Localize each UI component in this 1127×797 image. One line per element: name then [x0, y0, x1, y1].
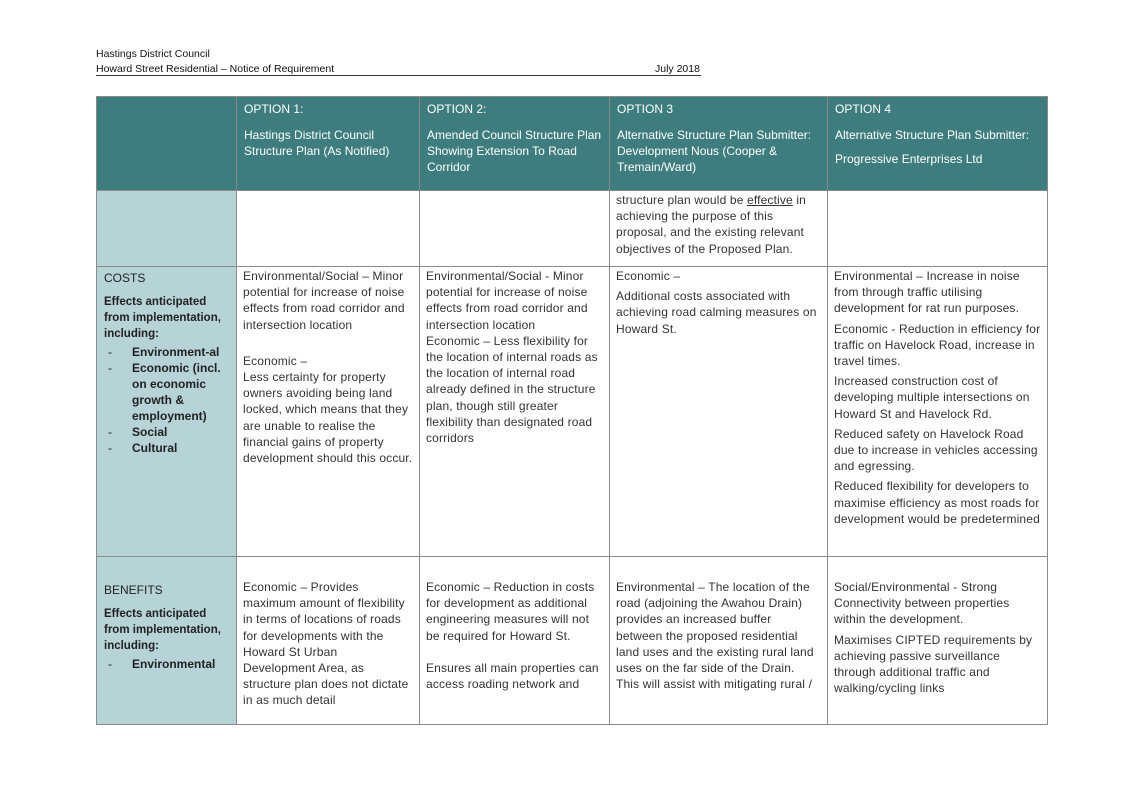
costs-effects-list [104, 344, 229, 456]
costs-title: COSTS [104, 271, 146, 285]
continuation-cell-option-3 [610, 191, 828, 267]
paragraph: Social/Environmental - Strong Connectivity between properties within the development. [834, 580, 1010, 627]
option-1-label: OPTION 1: [244, 102, 304, 116]
paragraph: Reduced safety on Havelock Road due to increase in vehicles accessing and egressing. [834, 426, 1038, 474]
list-item: - Environment-al [104, 344, 229, 360]
benefits-cell-option-3 [610, 557, 828, 725]
paragraph: Additional costs associated with achieving road calming measures on Howard St. [616, 289, 817, 336]
costs-cell-option-2 [420, 267, 610, 557]
table-row-continuation [97, 191, 1048, 267]
table-header-row [97, 97, 1048, 191]
continuation-cell-option-1 [237, 191, 420, 267]
option-3-label: OPTION 3 [617, 102, 674, 116]
continuation-text-underlined: effective [747, 193, 793, 207]
costs-cell-option-3 [610, 267, 828, 557]
paragraph: Economic – Provides maximum amount of flexibility in terms of locations of roads for developments with the Howard St Urban Development Area, as structure plan does not dictate in as much detail [243, 580, 409, 708]
paragraph: Environmental/Social – Minor potential for increase of noise effects from road corridor and intersection location [243, 269, 405, 332]
option-4-subtitle: Progressive Enterprises Ltd [835, 152, 983, 166]
paragraph: Ensures all main properties can access roading network and [426, 660, 599, 692]
paragraph: Economic – [243, 353, 308, 368]
benefits-cell-option-2 [420, 557, 610, 725]
list-item: - Environmental [104, 656, 229, 672]
option-2-title: Amended Council Structure Plan Showing Extension To Road Corridor [427, 128, 602, 174]
paragraph: Environmental/Social - Minor potential for increase of noise effects from road corridor and intersection location [426, 269, 588, 332]
paragraph: Economic – Reduction in costs for development as additional engineering measures will not be required for Howard St. [426, 580, 595, 643]
table-row-benefits [97, 557, 1048, 725]
costs-label-cell [97, 267, 237, 557]
benefits-label-cell [97, 557, 237, 725]
benefits-title: BENEFITS [104, 583, 163, 597]
costs-cell-option-1 [237, 267, 420, 557]
benefits-effects: Effects anticipated from implementation, including: [104, 608, 221, 652]
paragraph: Maximises CIPTED requirements by achieving passive surveillance through additional traffic and walking/cycling links [834, 632, 1033, 696]
list-item: - Cultural [104, 440, 229, 456]
option-4-label: OPTION 4 [835, 102, 892, 116]
list-item: - Economic (incl. on economic growth & employment) [104, 360, 229, 424]
costs-cell-option-4 [828, 267, 1048, 557]
option-1-title: Hastings District Council Structure Plan (As Notified) [244, 128, 390, 158]
options-table [96, 96, 1048, 725]
paragraph: Increased construction cost of developing multiple intersections on Howard St and Havelock Rd. [834, 374, 1030, 421]
header-cell-option-2 [420, 97, 610, 191]
header-cell-option-4 [828, 97, 1048, 191]
option-2-label: OPTION 2: [427, 102, 487, 116]
benefits-cell-option-4 [828, 557, 1048, 725]
benefits-cell-option-1 [237, 557, 420, 725]
continuation-text-post: in achieving the purpose of this proposal, and the existing relevant objectives of the Proposed Plan. [616, 193, 806, 256]
paragraph: Economic - Reduction in efficiency for traffic on Havelock Road, increase in travel times. [834, 321, 1041, 369]
continuation-label-cell [97, 191, 237, 267]
header-subtitle: Howard Street Residential – Notice of Requirement [96, 63, 335, 75]
option-4-title: Alternative Structure Plan Submitter: [835, 128, 1030, 142]
benefits-effects-list [104, 656, 229, 672]
header-council: Hastings District Council [96, 48, 210, 60]
table-row-costs [97, 267, 1048, 557]
paragraph: Environmental – Increase in noise from through traffic utilising development for rat run purposes. [834, 269, 1020, 316]
list-item: - Social [104, 424, 229, 440]
continuation-text-pre: structure plan would be [616, 193, 748, 207]
continuation-cell-option-4 [828, 191, 1048, 267]
header-rule [96, 75, 701, 76]
continuation-cell-option-2 [420, 191, 610, 267]
header-date: July 2018 [655, 63, 700, 75]
costs-effects: Effects anticipated from implementation, including: [104, 296, 221, 340]
header-cell-option-3 [610, 97, 828, 191]
paragraph: Reduced flexibility for developers to maximise efficiency as most roads for development would be predetermined [834, 479, 1040, 526]
paragraph: Less certainty for property owners avoiding being land locked, which means that they are unable to realise the financial gains of property development should this occur. [243, 370, 413, 466]
paragraph: Economic – [616, 269, 681, 283]
header-cell-blank [97, 97, 237, 191]
header-cell-option-1 [237, 97, 420, 191]
option-3-title: Alternative Structure Plan Submitter: Development Nous (Cooper & Tremain/Ward) [617, 128, 812, 174]
paragraph: Economic – Less flexibility for the location of internal roads as the location of internal road already defined in the structure plan, though still greater flexibility than designated road corridors [426, 333, 598, 446]
paragraph: Environmental – The location of the road (adjoining the Awahou Drain) provides an increased buffer between the proposed residential land uses and the existing rural land uses on the far side of the Drain. This will assist with mitigating rural / [616, 580, 814, 692]
